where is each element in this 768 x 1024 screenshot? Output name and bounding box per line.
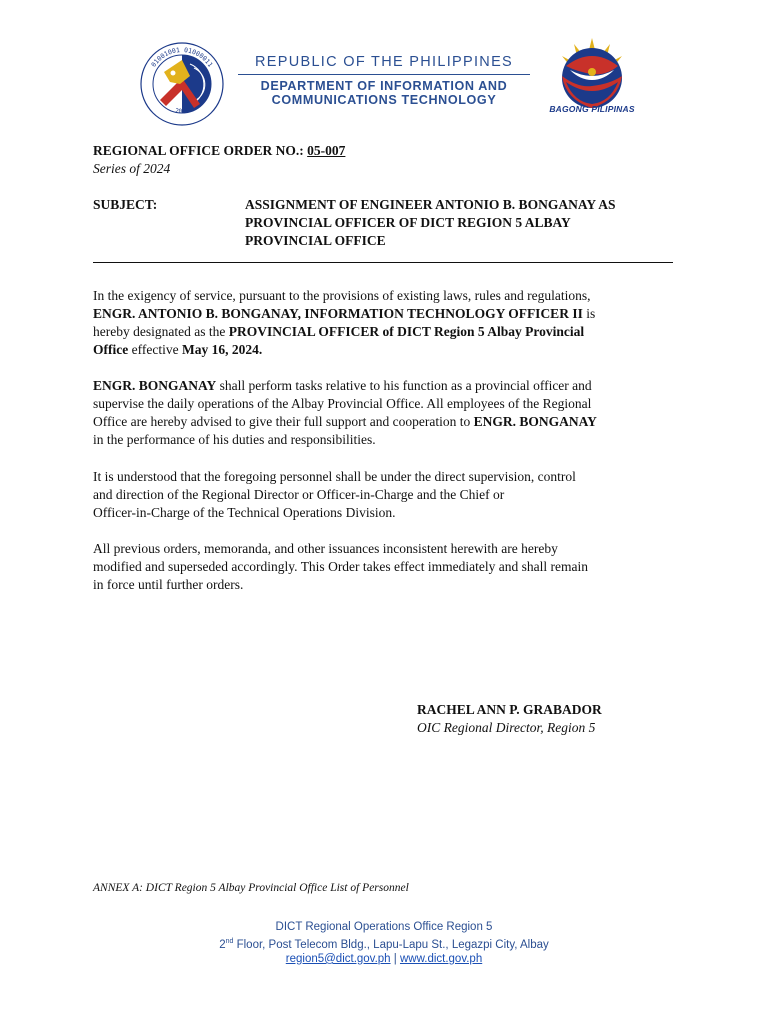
footer [0,920,768,966]
address-text: Floor, Post Telecom Bldg., Lapu-Lapu St., Legazpi City, Albay [233,938,549,951]
paragraph-line [93,341,683,359]
paragraph-text: shall perform tasks relative to his function as a provincial officer and [216,378,592,393]
department-line-2: COMMUNICATIONS TECHNOLOGY [271,93,497,107]
paragraph-line: All previous orders, memoranda, and other issuances inconsistent herewith are hereby [93,541,558,556]
paragraph-line: in the performance of his duties and responsibilities. [93,432,376,447]
paragraph-designation [93,287,683,359]
paragraph-line: and direction of the Regional Director or Officer-in-Charge and the Chief or [93,487,505,502]
designation-position-end: Office [93,342,129,357]
paragraph-line: Officer-in-Charge of the Technical Operations Division. [93,505,396,520]
separator: | [390,952,400,965]
subject-line-3: PROVINCIAL OFFICE [245,233,386,248]
paragraph-line: in force until further orders. [93,577,244,592]
paragraph-duties [93,377,683,449]
header-divider [238,74,530,75]
address-floor: 2 [219,938,226,951]
paragraph-line [93,305,683,323]
svg-text:2016: 2016 [174,107,190,116]
paragraph-line: It is understood that the foregoing personnel shall be under the direct supervision, control [93,469,576,484]
paragraph-text: effective [128,342,182,357]
order-label: REGIONAL OFFICE ORDER NO.: [93,143,304,158]
employee-name: ENGR. BONGANAY [473,414,597,429]
subject-divider [93,262,673,263]
order-number-value: 05-007 [307,143,346,158]
paragraph-line [93,323,683,341]
paragraph-text: hereby designated as the [93,324,229,339]
department-line-1: DEPARTMENT OF INFORMATION AND [260,79,508,93]
agency-header [238,54,530,107]
employee-name-title: ENGR. ANTONIO B. BONGANAY, INFORMATION TECHNOLOGY OFFICER II [93,306,583,321]
paragraph-line: modified and superseded accordingly. This Order takes effect immediately and shall remain [93,559,588,574]
address-floor-suffix: nd [225,937,234,945]
paragraph-superseding [93,540,683,594]
paragraph-line: supervise the daily operations of the Albay Provincial Office. All employees of the Regional [93,396,592,411]
paragraph-line: In the exigency of service, pursuant to the provisions of existing laws, rules and regulations, [93,288,591,303]
footer-contacts [0,952,768,967]
signatory-title: OIC Regional Director, Region 5 [417,720,596,735]
footer-office: DICT Regional Operations Office Region 5 [275,921,493,933]
subject-label: SUBJECT: [93,197,158,212]
effective-date: May 16, 2024. [181,342,263,357]
paragraph-supervision [93,468,683,522]
paragraph-line [93,377,683,395]
annex-note: ANNEX A: DICT Region 5 Albay Provincial Office List of Personnel [93,882,409,894]
email-link[interactable]: region5@dict.gov.ph [285,952,391,965]
signatory-name: RACHEL ANN P. GRABADOR [417,702,602,717]
website-link[interactable]: www.dict.gov.ph [399,952,483,965]
subject-line-2: PROVINCIAL OFFICER OF DICT REGION 5 ALBAY [245,215,571,230]
paragraph-line [93,413,683,431]
paragraph-text: is [582,306,596,321]
order-number [93,142,345,160]
signatory-block [417,701,602,737]
employee-name: ENGR. BONGANAY [93,378,217,393]
svg-text:01001001 01000011: 01001001 01000011 [149,46,215,69]
order-series: Series of 2024 [93,161,171,176]
department-name [238,79,530,107]
subject-line-1: ASSIGNMENT OF ENGINEER ANTONIO B. BONGANAY AS [245,197,616,212]
footer-address [0,935,768,952]
bagong-pilipinas-text: BAGONG PILIPINAS [549,104,635,114]
designation-position: PROVINCIAL OFFICER of DICT Region 5 Albay Provincial [228,324,585,339]
republic-title: REPUBLIC OF THE PHILIPPINES [254,54,514,70]
paragraph-text: Office are hereby advised to give their full support and cooperation to [93,414,474,429]
bagong-pilipinas-logo-icon [544,36,640,114]
subject-text [245,196,615,250]
dict-seal-icon [140,42,224,126]
